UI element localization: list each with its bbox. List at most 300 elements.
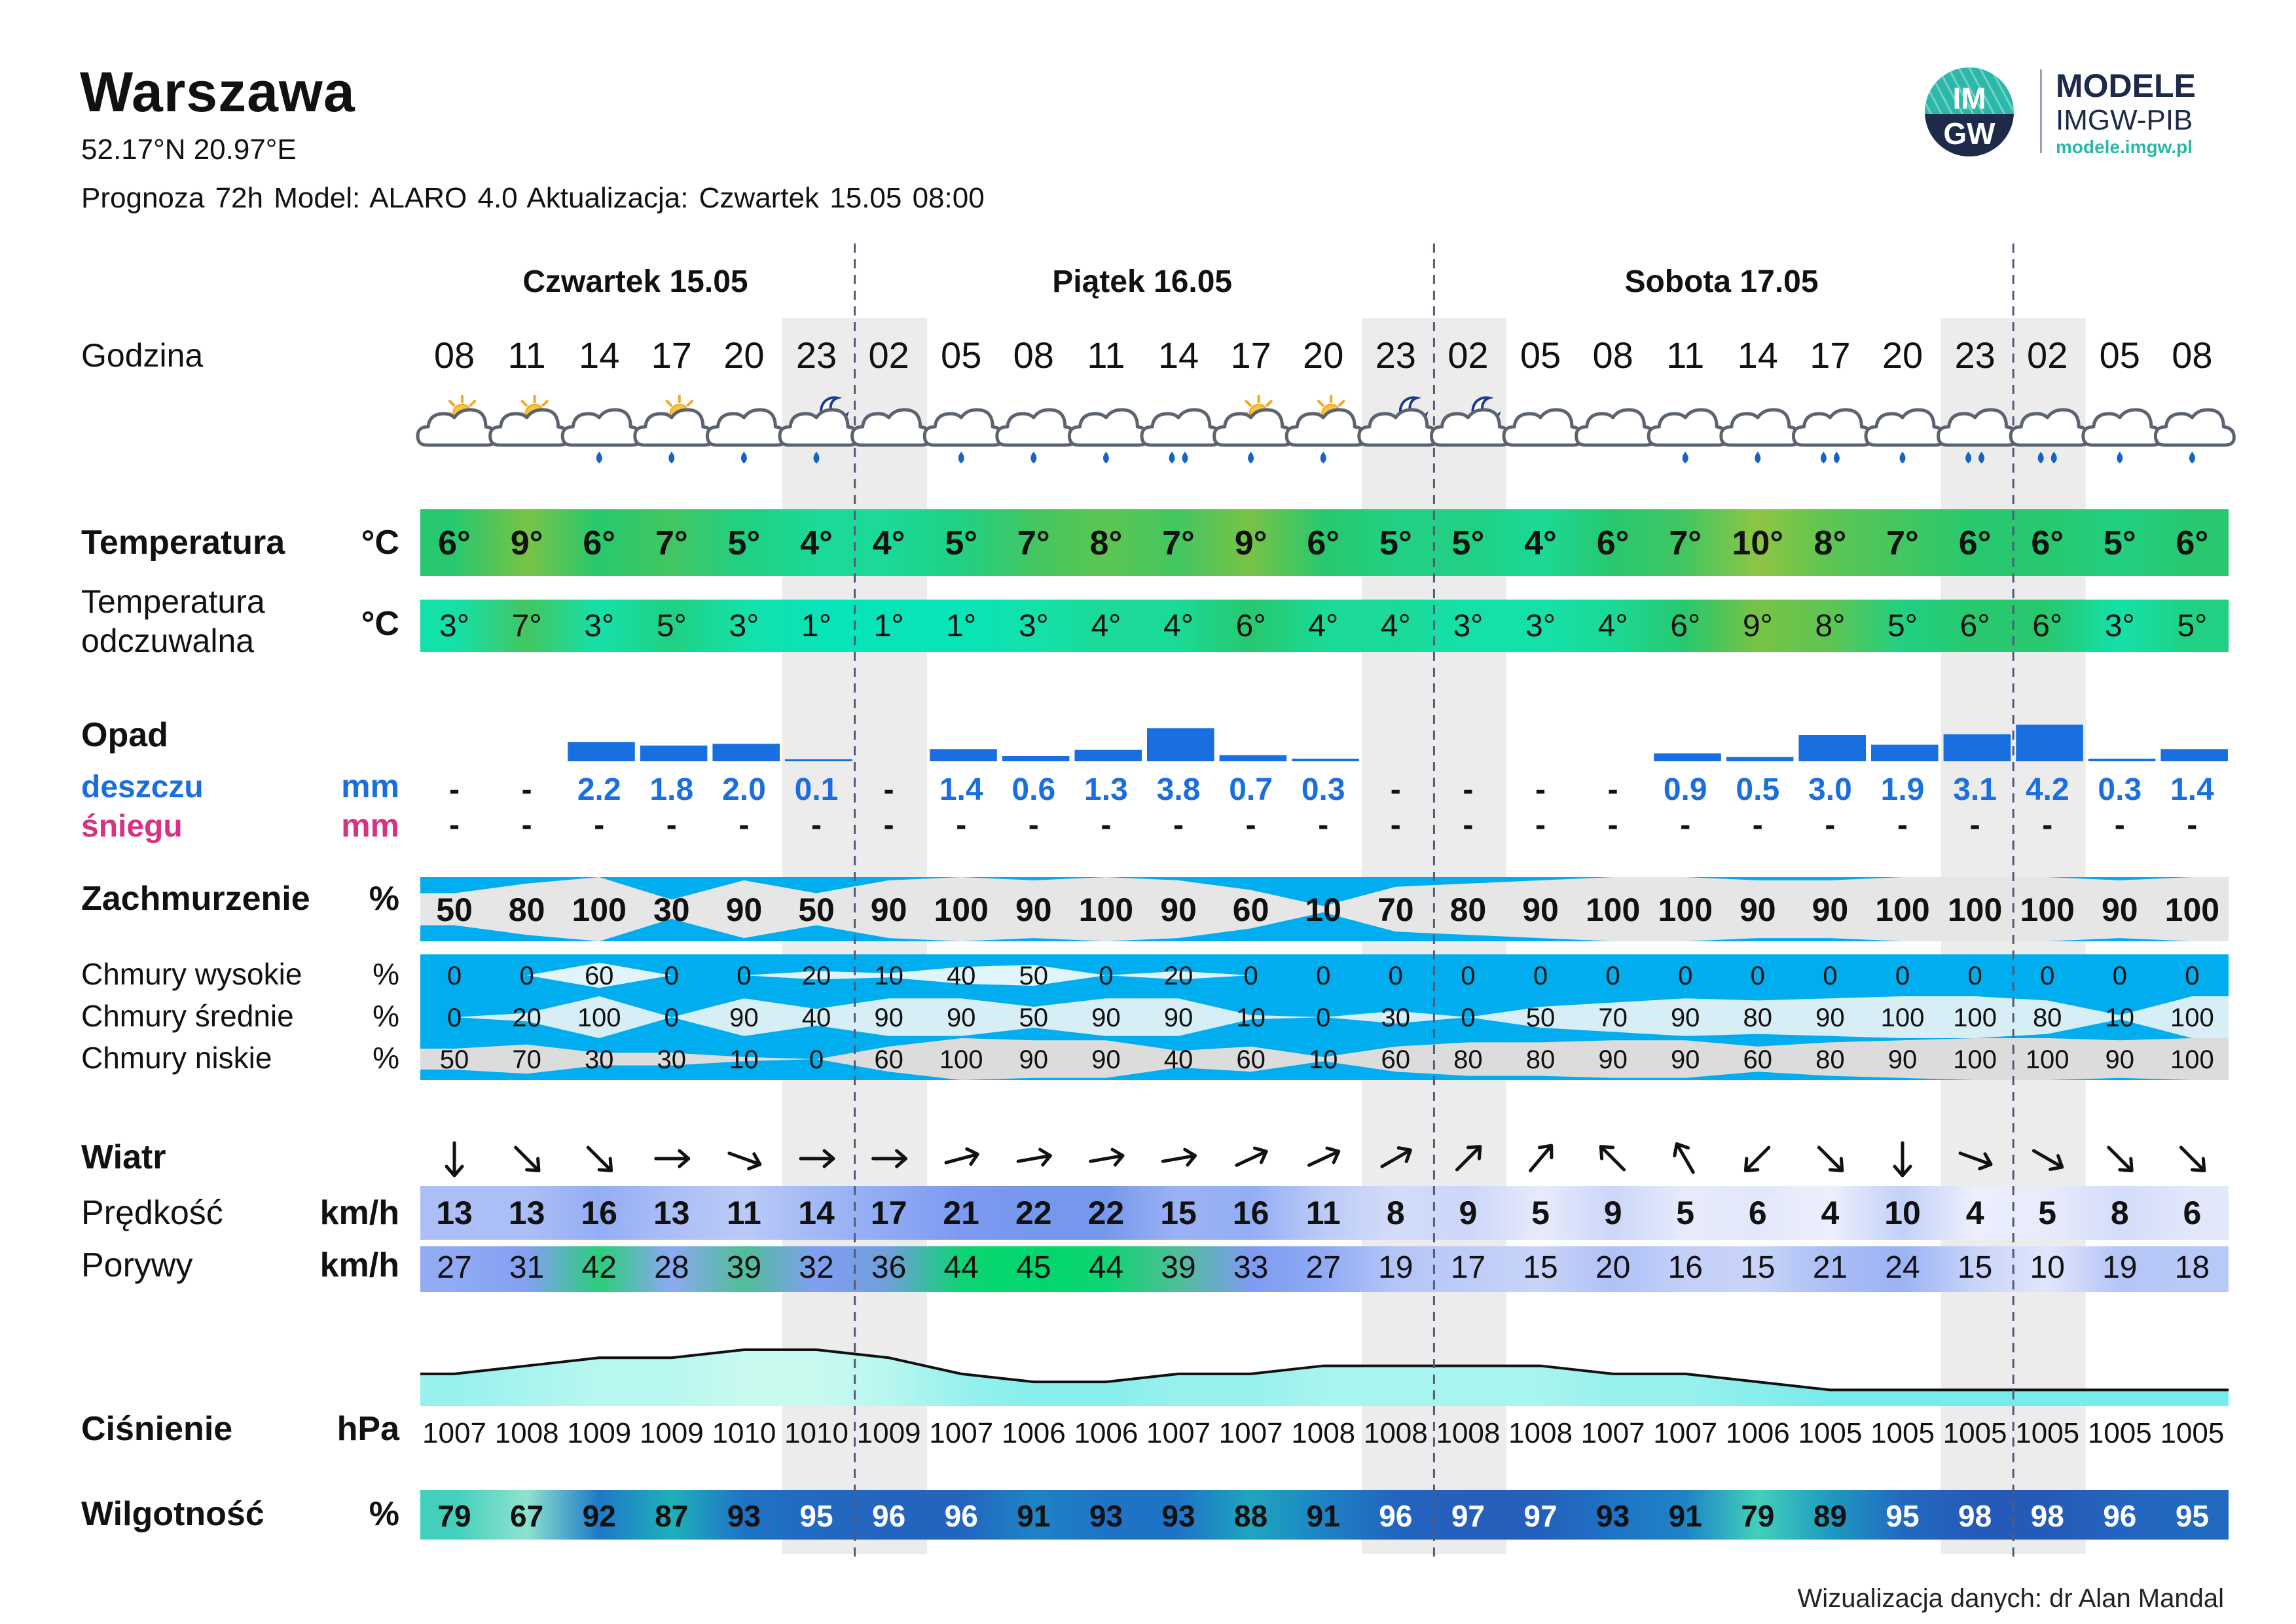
pressure-value: 1008: [494, 1417, 559, 1449]
cloud-total-value: 100: [934, 892, 989, 928]
feels-like-value: 3°: [2104, 609, 2135, 643]
rain-value: -: [1607, 772, 1618, 807]
partly-cloudy-day-icon: [1286, 396, 1365, 463]
cloud-mid-value: 0: [664, 1003, 679, 1032]
row-label: Chmury średnie: [81, 999, 294, 1033]
snow-value: -: [738, 808, 750, 842]
hour-label: 17: [651, 334, 692, 376]
cloud-mid-value: 90: [1091, 1003, 1121, 1032]
cloud-low-value: 100: [2170, 1045, 2214, 1074]
wind-gust-value: 44: [943, 1250, 979, 1285]
row-label: Opad: [81, 716, 168, 754]
rain-value: 0.7: [1229, 772, 1273, 807]
rain-bar: [1002, 756, 1070, 761]
cloud-total-value: 90: [1739, 892, 1776, 928]
row-unit: °C: [361, 524, 399, 562]
cloud-high-value: 0: [446, 962, 462, 990]
feels-like-value: 1°: [801, 609, 831, 643]
humidity-value: 67: [510, 1499, 544, 1533]
humidity-value: 93: [1596, 1499, 1630, 1533]
snow-value: -: [594, 808, 605, 842]
hour-label: 05: [1520, 334, 1561, 376]
humidity-value: 88: [1234, 1499, 1268, 1533]
cloud-low-value: 90: [1091, 1045, 1121, 1074]
wind-speed-value: 9: [1459, 1195, 1478, 1231]
rain-bar: [2088, 759, 2156, 761]
rain-bar: [1726, 757, 1794, 761]
cloud-total-value: 100: [2020, 892, 2075, 928]
temperature-value: 8°: [1813, 524, 1847, 562]
cloud-low-value: 70: [512, 1045, 541, 1074]
snow-value: -: [2187, 808, 2198, 842]
temperature-value: 4°: [800, 524, 833, 562]
humidity-value: 95: [799, 1499, 833, 1533]
cloud-high-value: 40: [946, 962, 976, 990]
temperature-value: 7°: [1162, 524, 1195, 562]
cloud-total-value: 90: [870, 892, 907, 928]
wind-speed-value: 5: [1676, 1195, 1695, 1231]
wind-arrow-icon: [446, 1143, 462, 1176]
cloudy-icon: [2155, 410, 2234, 463]
wind-speed-value: 4: [1821, 1195, 1840, 1231]
logo-line2: IMGW-PIB: [2056, 104, 2193, 136]
feels-like-value: 6°: [2032, 609, 2063, 643]
cloud-total-value: 90: [1812, 892, 1849, 928]
rain-bar: [712, 744, 780, 761]
row-label: Prędkość: [81, 1194, 223, 1232]
cloud-low-value: 100: [2025, 1045, 2069, 1074]
wind-arrow-icon: [1524, 1140, 1558, 1176]
snow-value: -: [883, 808, 894, 842]
cloud-high-value: 0: [2112, 962, 2127, 990]
rain-value: 2.2: [577, 772, 621, 807]
feels-like-value: 5°: [2177, 609, 2208, 643]
temperature-value: 7°: [655, 524, 688, 562]
humidity-value: 96: [2103, 1499, 2137, 1533]
cloud-mid-value: 10: [2105, 1003, 2135, 1032]
day-label: Piątek 16.05: [1052, 264, 1233, 299]
wind-speed-value: 13: [436, 1195, 473, 1231]
cloud-total-value: 100: [1585, 892, 1641, 928]
cloud-total-value: 90: [1160, 892, 1197, 928]
cloud-mid-value: 80: [2032, 1003, 2062, 1032]
cloud-high-value: 0: [519, 962, 534, 990]
wind-gust-value: 18: [2174, 1250, 2210, 1285]
wind-gust-value: 10: [2030, 1250, 2065, 1285]
cloud-mid-value: 100: [577, 1003, 621, 1032]
humidity-value: 87: [655, 1499, 689, 1533]
snow-value: -: [1101, 808, 1112, 842]
hour-label: 17: [1810, 334, 1851, 376]
pressure-value: 1010: [784, 1417, 848, 1449]
temperature-value: 6°: [438, 524, 471, 562]
humidity-value: 93: [1161, 1499, 1195, 1533]
cloudy-icon: [1576, 410, 1655, 445]
cloud-low-value: 80: [1525, 1045, 1556, 1074]
temperature-value: 9°: [1234, 524, 1267, 562]
cloud-low-value: 10: [1308, 1045, 1338, 1074]
cloud-high-value: 0: [1750, 962, 1765, 990]
cloud-mid-value: 90: [1815, 1003, 1845, 1032]
feels-like-value: 4°: [1308, 609, 1339, 643]
snow-value: -: [521, 808, 532, 842]
temperature-value: 6°: [1307, 524, 1340, 562]
row-label: Chmury niskie: [81, 1041, 272, 1075]
temperature-value: 8°: [1089, 524, 1123, 562]
humidity-value: 95: [2175, 1499, 2209, 1533]
cloud-mid-value: 90: [1163, 1003, 1194, 1032]
snow-value: -: [666, 808, 677, 842]
wind-gust-value: 15: [1740, 1250, 1776, 1285]
rain-value: 0.3: [1301, 772, 1345, 807]
wind-speed-value: 5: [2038, 1195, 2057, 1231]
wind-arrow-icon: [1305, 1144, 1341, 1172]
cloud-total-value: 100: [1078, 892, 1134, 928]
rain-bar: [930, 749, 997, 761]
hour-label: 17: [1230, 334, 1271, 376]
rain-value: -: [521, 772, 532, 807]
cloud-low-value: 90: [1019, 1045, 1049, 1074]
rain-value: 3.1: [1953, 772, 1997, 807]
wind-speed-value: 22: [1087, 1195, 1125, 1231]
cloud-high-value: 0: [2185, 962, 2200, 990]
snow-value: -: [2114, 808, 2125, 842]
temperature-value: 7°: [1886, 524, 1919, 562]
wind-speed-value: 16: [581, 1195, 618, 1231]
temperature-value: 6°: [1596, 524, 1630, 562]
wind-gust-value: 27: [1305, 1250, 1341, 1285]
wind-speed-value: 6: [2183, 1195, 2202, 1231]
snow-value: -: [1897, 808, 1908, 842]
cloud-total-value: 100: [1658, 892, 1713, 928]
rain-bar: [2016, 725, 2083, 761]
temperature-value: 5°: [2103, 524, 2136, 562]
cloud-low-value: 100: [939, 1045, 983, 1074]
row-label: odczuwalna: [81, 623, 255, 659]
temperature-value: 9°: [510, 524, 543, 562]
wind-arrow-icon: [727, 1146, 763, 1172]
cloud-mid-value: 50: [1525, 1003, 1556, 1032]
cloudy-icon: [1721, 410, 1800, 463]
cloud-total-value: 50: [798, 892, 835, 928]
feels-like-value: 3°: [1453, 609, 1484, 643]
rain-value: 0.3: [2098, 772, 2142, 807]
cloud-total-value: 100: [2164, 892, 2220, 928]
humidity-value: 96: [1379, 1499, 1413, 1533]
cloud-low-value: 30: [657, 1045, 687, 1074]
cloud-low-value: 60: [874, 1045, 903, 1074]
hour-label: 20: [1303, 334, 1344, 376]
humidity-value: 89: [1813, 1499, 1847, 1533]
cloud-total-value: 90: [725, 892, 763, 928]
rain-value: 3.0: [1808, 772, 1852, 807]
cloudy-icon: [562, 410, 641, 463]
cloud-high-value: 0: [1243, 962, 1258, 990]
pressure-value: 1007: [1146, 1417, 1211, 1449]
wind-gust-value: 32: [799, 1250, 834, 1285]
feels-like-value: 8°: [1815, 609, 1846, 643]
snow-value: -: [1535, 808, 1546, 842]
cloud-high-value: 0: [1533, 962, 1548, 990]
cloud-high-value: 0: [1605, 962, 1620, 990]
hour-label: 23: [1954, 334, 1995, 376]
cloud-total-value: 100: [1947, 892, 2003, 928]
wind-gust-value: 44: [1088, 1250, 1124, 1285]
partly-cloudy-day-icon: [418, 396, 496, 445]
wind-speed-value: 5: [1531, 1195, 1550, 1231]
wind-gust-value: 31: [509, 1250, 545, 1285]
wind-arrow-icon: [1017, 1148, 1051, 1169]
wind-gust-value: 19: [2102, 1250, 2138, 1285]
cloud-low-value: 90: [2105, 1045, 2135, 1074]
rain-value: 1.4: [939, 772, 983, 807]
rain-value: 0.1: [794, 772, 839, 807]
wind-speed-value: 15: [1160, 1195, 1197, 1231]
cloudy-icon: [1793, 410, 1872, 463]
cloud-mid-value: 0: [1316, 1003, 1331, 1032]
cloud-high-value: 0: [1895, 962, 1910, 990]
feels-like-value: 1°: [873, 609, 904, 643]
row-unit: km/h: [319, 1246, 399, 1284]
cloud-mid-value: 80: [1743, 1003, 1773, 1032]
pressure-value: 1006: [1725, 1417, 1790, 1449]
wind-speed-value: 22: [1015, 1195, 1052, 1231]
cloud-total-value: 50: [436, 892, 473, 928]
hours-label: Godzina: [81, 337, 204, 374]
cloud-total-value: 90: [2101, 892, 2138, 928]
wind-speed-value: 9: [1603, 1195, 1622, 1231]
row-unit: km/h: [319, 1194, 399, 1232]
hour-label: 02: [1448, 334, 1489, 376]
cloud-mid-value: 70: [1598, 1003, 1628, 1032]
wind-arrow-icon: [2176, 1142, 2210, 1176]
wind-gust-value: 39: [726, 1250, 762, 1285]
cloud-low-value: 30: [584, 1045, 614, 1074]
cloud-low-value: 90: [1598, 1045, 1628, 1074]
feels-like-value: 3°: [439, 609, 469, 643]
pressure-value: 1005: [2015, 1417, 2080, 1449]
cloudy-icon: [1866, 410, 1944, 463]
cloud-mid-value: 90: [874, 1003, 903, 1032]
hour-label: 11: [507, 334, 546, 376]
logo-url[interactable]: modele.imgw.pl: [2056, 137, 2193, 157]
cloud-high-value: 50: [1019, 962, 1049, 990]
snow-value: -: [1825, 808, 1836, 842]
row-unit: %: [369, 880, 399, 918]
humidity-value: 96: [944, 1499, 978, 1533]
wind-arrow-icon: [1161, 1148, 1196, 1169]
wind-gust-value: 24: [1885, 1250, 1920, 1285]
wind-arrow-icon: [1895, 1143, 1910, 1176]
hour-label: 11: [1087, 334, 1125, 376]
cloud-total-value: 100: [572, 892, 627, 928]
wind-speed-value: 21: [943, 1195, 980, 1231]
rain-value: 1.9: [1880, 772, 1925, 807]
temperature-value: 10°: [1732, 524, 1784, 562]
pressure-value: 1007: [929, 1417, 994, 1449]
hour-label: 02: [2027, 334, 2068, 376]
row-label: Wilgotność: [81, 1495, 264, 1533]
row-label: Zachmurzenie: [81, 880, 310, 918]
cloud-high-value: 20: [801, 962, 831, 990]
humidity-value: 95: [1886, 1499, 1920, 1533]
pressure-value: 1007: [1653, 1417, 1718, 1449]
wind-speed-value: 17: [870, 1195, 907, 1231]
partly-cloudy-day-icon: [490, 396, 569, 445]
hour-label: 20: [723, 334, 765, 376]
rain-bar: [1798, 735, 1866, 761]
forecast-info: Prognoza 72h Model: ALARO 4.0 Aktualizacja: Czwartek 15.05 08:00: [81, 182, 985, 214]
pressure-value: 1010: [712, 1417, 776, 1449]
cloud-mid-value: 30: [1381, 1003, 1411, 1032]
hour-label: 08: [1592, 334, 1633, 376]
cloud-mid-value: 40: [801, 1003, 831, 1032]
snow-value: -: [956, 808, 967, 842]
cloud-high-value: 0: [1678, 962, 1693, 990]
cloud-low-value: 90: [1887, 1045, 1918, 1074]
wind-gust-value: 45: [1016, 1250, 1051, 1285]
rain-value: -: [883, 772, 894, 807]
row-label: deszczu: [81, 770, 204, 804]
rain-bar: [1871, 745, 1939, 761]
rain-value: -: [1535, 772, 1546, 807]
hour-label: 08: [1013, 334, 1054, 376]
snow-value: -: [1245, 808, 1256, 842]
feels-like-value: 3°: [729, 609, 759, 643]
humidity-value: 92: [582, 1499, 616, 1533]
snow-value: -: [1173, 808, 1184, 842]
pressure-value: 1006: [1001, 1417, 1066, 1449]
humidity-value: 91: [1017, 1499, 1051, 1533]
temperature-value: 6°: [2031, 524, 2064, 562]
coordinates: 52.17°N 20.97°E: [81, 134, 297, 166]
cloud-low-value: 80: [1815, 1045, 1845, 1074]
cloudy-icon: [1649, 410, 1727, 463]
humidity-value: 93: [727, 1499, 761, 1533]
cloud-total-value: 80: [1449, 892, 1487, 928]
rain-value: 0.5: [1736, 772, 1780, 807]
rain-value: 1.4: [2170, 772, 2214, 807]
rain-bar: [1654, 753, 1721, 761]
wind-gust-value: 15: [1957, 1250, 1993, 1285]
feels-like-value: 3°: [1525, 609, 1556, 643]
pressure-value: 1008: [1363, 1417, 1428, 1449]
cloud-high-value: 0: [1461, 962, 1476, 990]
cloud-total-value: 90: [1522, 892, 1559, 928]
cloud-high-value: 0: [2040, 962, 2055, 990]
humidity-value: 91: [1668, 1499, 1702, 1533]
snow-value: -: [811, 808, 822, 842]
temperature-value: 5°: [1379, 524, 1412, 562]
hour-label: 14: [1157, 334, 1199, 376]
rain-value: 0.9: [1663, 772, 1707, 807]
cloud-high-value: 10: [874, 962, 903, 990]
temperature-value: 4°: [1524, 524, 1557, 562]
wind-gust-value: 16: [1667, 1250, 1703, 1285]
cloud-mid-value: 100: [1953, 1003, 1997, 1032]
wind-speed-value: 16: [1232, 1195, 1269, 1231]
feels-like-value: 3°: [584, 609, 615, 643]
cloud-high-value: 0: [1823, 962, 1838, 990]
humidity-value: 93: [1089, 1499, 1123, 1533]
row-label: Wiatr: [81, 1138, 166, 1176]
logo-badge-top: IM: [1952, 81, 1986, 115]
feels-like-value: 9°: [1742, 609, 1773, 643]
hour-label: 05: [2099, 334, 2140, 376]
pressure-value: 1007: [422, 1417, 486, 1449]
temperature-value: 7°: [1669, 524, 1702, 562]
rain-bar: [1944, 734, 2011, 761]
cloud-mid-value: 90: [729, 1003, 759, 1032]
wind-speed-value: 10: [1884, 1195, 1921, 1231]
cloud-low-value: 90: [1670, 1045, 1700, 1074]
wind-gust-value: 28: [654, 1250, 689, 1285]
pressure-value: 1008: [1508, 1417, 1573, 1449]
wind-gust-value: 19: [1378, 1250, 1413, 1285]
wind-gust-value: 15: [1523, 1250, 1558, 1285]
partly-cloudy-day-icon: [635, 396, 714, 463]
rain-bar: [568, 742, 635, 761]
cloud-high-value: 0: [1099, 962, 1114, 990]
wind-arrow-icon: [1233, 1144, 1269, 1172]
wind-speed-value: 8: [1386, 1195, 1405, 1231]
temperature-value: 5°: [1451, 524, 1485, 562]
feels-like-value: 4°: [1091, 609, 1121, 643]
row-unit: %: [369, 1495, 399, 1533]
cloud-total-value: 70: [1377, 892, 1414, 928]
cloud-high-value: 60: [584, 962, 614, 990]
wind-gust-value: 39: [1161, 1250, 1196, 1285]
wind-arrow-icon: [1740, 1142, 1774, 1176]
logo-badge-bottom: GW: [1943, 117, 1995, 151]
rain-bar: [2160, 749, 2228, 761]
cloud-low-value: 10: [729, 1045, 759, 1074]
temperature-value: 5°: [945, 524, 978, 562]
wind-gust-value: 36: [871, 1250, 907, 1285]
pressure-value: 1008: [1291, 1417, 1356, 1449]
wind-arrow-icon: [656, 1151, 689, 1166]
temperature-value: 4°: [872, 524, 905, 562]
row-label: Temperatura: [81, 524, 285, 562]
rain-value: 4.2: [2025, 772, 2069, 807]
feels-like-value: 6°: [1959, 609, 1990, 643]
cloudy-icon: [707, 410, 786, 463]
feels-like-value: 7°: [511, 609, 542, 643]
row-label: Porywy: [81, 1246, 193, 1284]
rain-value: 3.8: [1156, 772, 1201, 807]
humidity-value: 98: [2030, 1499, 2064, 1533]
cloud-mid-value: 10: [1236, 1003, 1266, 1032]
feels-like-value: 6°: [1235, 609, 1266, 643]
feels-like-value: 4°: [1163, 609, 1194, 643]
snow-value: -: [1318, 808, 1329, 842]
cloud-high-value: 0: [737, 962, 752, 990]
cloud-total-value: 80: [508, 892, 545, 928]
cloudy-icon: [1069, 410, 1148, 463]
snow-value: -: [1463, 808, 1474, 842]
cloud-mid-value: 20: [512, 1003, 541, 1032]
hour-label: 08: [433, 334, 475, 376]
wind-gust-value: 21: [1812, 1250, 1848, 1285]
wind-speed-value: 11: [726, 1195, 761, 1231]
pressure-value: 1007: [1580, 1417, 1645, 1449]
hour-label: 14: [1737, 334, 1778, 376]
wind-gust-value: 42: [581, 1250, 617, 1285]
day-label: Sobota 17.05: [1624, 264, 1819, 299]
pressure-value: 1008: [1436, 1417, 1501, 1449]
temperature-value: 7°: [1017, 524, 1050, 562]
temperature-value: 6°: [2176, 524, 2209, 562]
